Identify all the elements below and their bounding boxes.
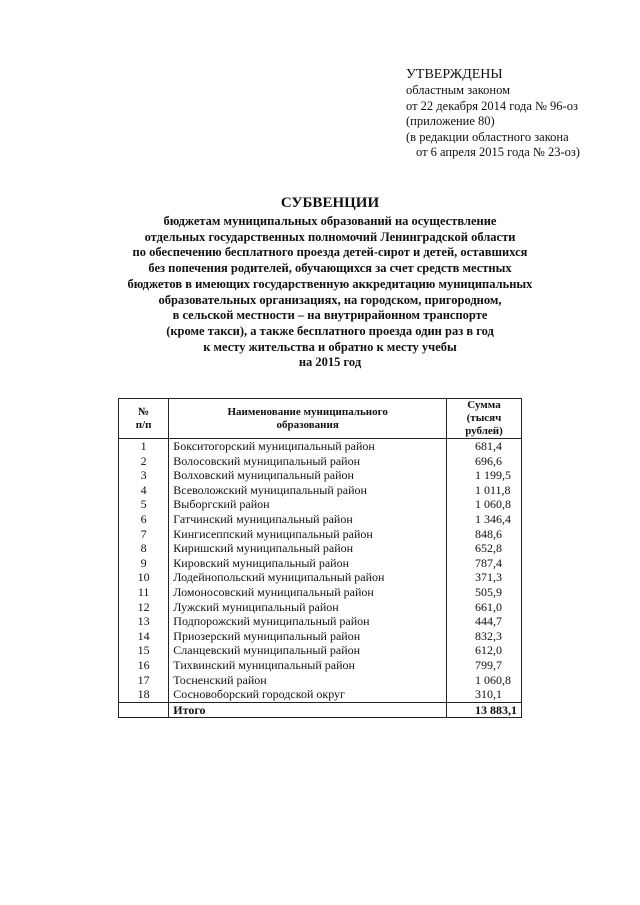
table-row <box>119 527 522 542</box>
table-row <box>119 556 522 571</box>
table-row <box>119 643 522 658</box>
row-number: 14 <box>119 629 169 644</box>
approval-date-line: от 22 декабря 2014 года № 96-оз <box>406 98 578 113</box>
row-municipality: Волховский муниципальный район <box>169 468 447 483</box>
row-number: 6 <box>119 512 169 527</box>
row-municipality: Волосовский муниципальный район <box>169 454 447 469</box>
row-municipality: Тихвинский муниципальный район <box>169 658 447 673</box>
row-number: 16 <box>119 658 169 673</box>
approval-heading: УТВЕРЖДЕНЫ <box>406 67 503 82</box>
row-sum: 310,1 <box>447 687 522 702</box>
title-line: без попечения родителей, обучающихся за счет средств местных <box>148 261 512 276</box>
title-line: на 2015 год <box>298 355 362 370</box>
approval-edition-date-line: от 6 апреля 2015 года № 23-оз) <box>416 145 580 159</box>
approval-law-line: областным законом <box>406 83 511 97</box>
row-number: 18 <box>119 687 169 702</box>
total-number-cell <box>119 702 169 718</box>
row-municipality: Сланцевский муниципальный район <box>169 643 447 658</box>
approval-appendix-line: (приложение 80) <box>406 114 495 128</box>
row-sum: 612,0 <box>447 643 522 658</box>
row-municipality: Всеволожский муниципальный район <box>169 483 447 498</box>
table-row <box>119 570 522 585</box>
row-number: 8 <box>119 541 169 556</box>
row-number: 15 <box>119 643 169 658</box>
header-name <box>169 399 447 439</box>
row-municipality: Ломоносовский муниципальный район <box>169 585 447 600</box>
table-row <box>119 483 522 498</box>
row-number: 7 <box>119 527 169 542</box>
row-number: 12 <box>119 600 169 615</box>
total-label: Итого <box>169 702 447 718</box>
table-row <box>119 658 522 673</box>
approval-stamp <box>406 66 631 161</box>
header-number <box>119 399 169 439</box>
table-row <box>119 439 522 454</box>
total-row <box>119 702 522 718</box>
row-number: 11 <box>119 585 169 600</box>
header-sum <box>447 399 522 439</box>
header-number-line2: п/п <box>135 418 152 431</box>
title-line: бюджетов в имеющих государственную аккредитацию муниципальных <box>127 276 533 291</box>
row-municipality: Выборгский район <box>169 497 447 512</box>
row-sum: 1 346,4 <box>447 512 522 527</box>
header-number-line1: № <box>138 405 150 418</box>
title-line: к месту жительства и обратно к месту учебы <box>203 339 457 354</box>
row-municipality: Подпорожский муниципальный район <box>169 614 447 629</box>
row-sum: 652,8 <box>447 541 522 556</box>
row-sum: 848,6 <box>447 527 522 542</box>
table-row <box>119 541 522 556</box>
table-row <box>119 468 522 483</box>
header-name-line2: образования <box>276 418 339 431</box>
row-municipality: Бокситогорский муниципальный район <box>169 439 447 454</box>
row-number: 13 <box>119 614 169 629</box>
table-row <box>119 614 522 629</box>
title-line: (кроме такси), а также бесплатного проезда один раз в год <box>166 323 494 338</box>
row-municipality: Тосненский район <box>169 673 447 688</box>
table-row <box>119 629 522 644</box>
table-row <box>119 600 522 615</box>
title-line: бюджетам муниципальных образований на осуществление <box>163 214 497 228</box>
header-sum-line2: (тысяч рублей) <box>465 412 503 437</box>
row-number: 2 <box>119 454 169 469</box>
row-sum: 1 060,8 <box>447 673 522 688</box>
row-sum: 1 060,8 <box>447 497 522 512</box>
row-municipality: Кингисеппский муниципальный район <box>169 527 447 542</box>
title-line: отдельных государственных полномочий Ленинградской области <box>144 229 516 244</box>
row-sum: 1 199,5 <box>447 468 522 483</box>
row-number: 17 <box>119 673 169 688</box>
row-sum: 661,0 <box>447 600 522 615</box>
total-sum: 13 883,1 <box>447 702 522 718</box>
row-number: 4 <box>119 483 169 498</box>
title-line: в сельской местности – на внутрирайонном транспорте <box>172 308 488 323</box>
table-row <box>119 454 522 469</box>
table-row <box>119 585 522 600</box>
approval-edition-line: (в редакции областного закона <box>406 129 569 144</box>
row-municipality: Кировский муниципальный район <box>169 556 447 571</box>
row-municipality: Гатчинский муниципальный район <box>169 512 447 527</box>
row-sum: 371,3 <box>447 570 522 585</box>
document-title-block <box>70 194 590 371</box>
row-number: 10 <box>119 570 169 585</box>
row-number: 1 <box>119 439 169 454</box>
title-line: по обеспечению бесплатного проезда детей-сирот и детей, оставшихся <box>132 245 528 260</box>
row-sum: 787,4 <box>447 556 522 571</box>
row-municipality: Киришский муниципальный район <box>169 541 447 556</box>
row-municipality: Сосновоборский городской округ <box>169 687 447 702</box>
row-number: 5 <box>119 497 169 512</box>
row-sum: 832,3 <box>447 629 522 644</box>
table-row <box>119 687 522 702</box>
row-municipality: Лужский муниципальный район <box>169 600 447 615</box>
row-sum: 696,6 <box>447 454 522 469</box>
row-number: 9 <box>119 556 169 571</box>
row-sum: 799,7 <box>447 658 522 673</box>
header-name-line1: Наименование муниципального <box>227 405 388 418</box>
row-sum: 1 011,8 <box>447 483 522 498</box>
row-sum: 681,4 <box>447 439 522 454</box>
document-title: СУБВЕНЦИИ <box>280 195 380 211</box>
header-sum-line1: Сумма <box>467 399 501 411</box>
table-header-row <box>119 399 522 439</box>
table-row <box>119 673 522 688</box>
table-row <box>119 497 522 512</box>
row-municipality: Лодейнопольский муниципальный район <box>169 570 447 585</box>
subvention-table <box>118 398 522 718</box>
row-sum: 505,9 <box>447 585 522 600</box>
row-number: 3 <box>119 468 169 483</box>
table-row <box>119 512 522 527</box>
row-municipality: Приозерский муниципальный район <box>169 629 447 644</box>
title-line: образовательных организациях, на городском, пригородном, <box>158 292 502 307</box>
row-sum: 444,7 <box>447 614 522 629</box>
